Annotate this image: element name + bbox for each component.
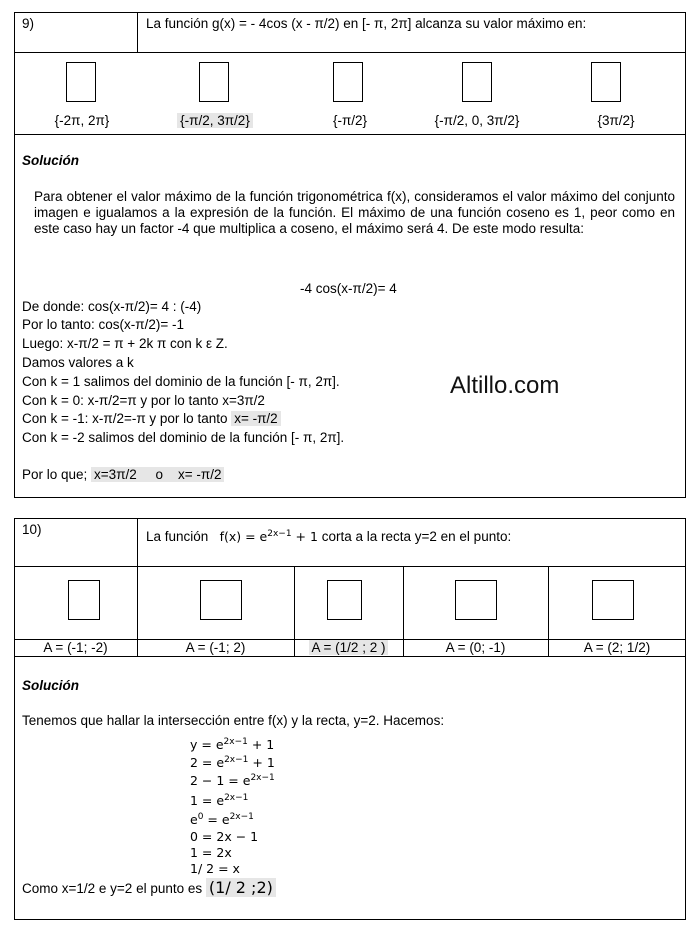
q9-line-3: Luego: x-π/2 = π + 2k π con k ε Z. (22, 336, 228, 351)
q10-option-3-checkbox[interactable] (327, 580, 362, 620)
q9-option-4-label: {-π/2, 0, 3π/2} (434, 113, 520, 128)
q10-question-prefix: La función (146, 529, 209, 544)
q9-line-2: Por lo tanto: cos(x-π/2)= -1 (22, 317, 184, 332)
q10-step-4 (190, 793, 248, 809)
q9-line-7-text: Con k = -1: x-π/2=-π y por lo tanto (22, 411, 232, 426)
q9-question: La función g(x) = - 4cos (x - π/2) en [- π, 2π] alcanza su valor máximo en: (146, 16, 587, 31)
q10-step-5-exp: 0 (197, 812, 204, 822)
q9-solution-intro: Para obtener el valor máximo de la función trigonométrica f(x), consideramos el valor máximo del conjunto imagen e igualamos a la expresión de la función. El máximo de una función coseno es 1, peor como en este caso hay un factor -4 que multiplica a coseno, el máximo será 4. De este modo resulta: (34, 189, 675, 236)
q10-step-3-exp: 2x−1 (250, 773, 275, 783)
q10-options-bottom-line (14, 656, 686, 657)
q9-line-1: De donde: cos(x-π/2)= 4 : (-4) (22, 299, 202, 314)
q10-step-4-base: 1 = e (190, 793, 225, 808)
q10-step-2-exp: 2x−1 (224, 755, 249, 765)
q10-option-2-label: A = (-1; 2) (185, 640, 246, 655)
q10-step-2-tail: + 1 (248, 755, 275, 770)
q9-option-5-checkbox[interactable] (591, 62, 621, 102)
q10-conclusion-text: Como x=1/2 e y=2 el punto es (22, 881, 203, 896)
q10-step-1-tail: + 1 (247, 737, 275, 752)
q9-header-divider (137, 12, 138, 52)
q10-header-bottom-line (14, 566, 686, 567)
q10-step-6: 0 = 2x − 1 (190, 829, 259, 844)
q9-option-5-label: {3π/2} (597, 113, 635, 128)
q9-option-3-label: {-π/2} (332, 113, 368, 128)
q10-option-2-checkbox[interactable] (200, 580, 242, 620)
q10-option-3-label (294, 640, 403, 656)
q10-function-lhs: f(x) = e (219, 529, 268, 544)
q10-header-divider (137, 518, 138, 566)
q9-line-4: Damos valores a k (22, 355, 134, 370)
q10-conclusion-answer: (1/ 2 ;2) (206, 878, 276, 897)
q9-option-1-checkbox[interactable] (66, 62, 96, 102)
q10-step-3 (190, 773, 275, 789)
q9-option-3-checkbox[interactable] (333, 62, 363, 102)
q10-step-1 (190, 737, 274, 753)
q10-step-1-exp: 2x−1 (223, 737, 248, 747)
q9-equation: -4 cos(x-π/2)= 4 (300, 281, 397, 296)
q9-option-1-label: {-2π, 2π} (54, 113, 110, 128)
q10-step-2-base: 2 = e (190, 755, 225, 770)
q10-question-suffix: corta a la recta y=2 en el punto: (321, 529, 512, 544)
q10-step-2 (190, 755, 275, 771)
q9-line-5: Con k = 1 salimos del dominio de la función [- π, 2π]. (22, 374, 340, 389)
q9-line-8: Con k = -2 salimos del dominio de la función [- π, 2π]. (22, 430, 345, 445)
q10-solution-title: Solución (22, 678, 79, 693)
q10-question (146, 529, 511, 545)
q10-correct-highlight: A = (1/2 ; 2 ) (309, 640, 389, 655)
q9-option-4-checkbox[interactable] (462, 62, 492, 102)
q10-option-5-label: A = (2; 1/2) (583, 640, 651, 655)
q10-conclusion (22, 880, 276, 897)
q10-step-5 (190, 812, 254, 828)
q9-line-7 (22, 411, 281, 427)
q9-line-6: Con k = 0: x-π/2=π y por lo tanto x=3π/2 (22, 393, 265, 408)
q9-line-7-result: x= -π/2 (231, 411, 280, 426)
q9-correct-highlight: {-π/2, 3π/2} (177, 113, 253, 128)
q10-function-rhs: + 1 (291, 529, 318, 544)
q9-conclusion-answer: x=3π/2 o x= -π/2 (91, 467, 224, 482)
q10-option-1-label: A = (-1; -2) (43, 640, 108, 655)
q10-function-exponent: 2x−1 (267, 529, 292, 539)
q10-number: 10) (22, 522, 42, 537)
q10-function-formula (220, 529, 318, 544)
q9-solution-title: Solución (22, 153, 79, 168)
q10-step-5-base: e (190, 812, 198, 827)
q9-header-bottom-line (14, 52, 686, 53)
q9-conclusion (22, 467, 224, 483)
q10-step-5-tail: = e (203, 812, 230, 827)
q10-step-4-exp: 2x−1 (224, 793, 249, 803)
q10-option-5-checkbox[interactable] (592, 580, 634, 620)
q9-option-2-checkbox[interactable] (199, 62, 229, 102)
q10-step-5-exp2: 2x−1 (229, 812, 254, 822)
q10-option-4-label: A = (0; -1) (445, 640, 506, 655)
q9-option-2-label (150, 113, 280, 129)
q10-option-1-checkbox[interactable] (68, 580, 100, 620)
q10-step-8: 1/ 2 = x (190, 861, 240, 876)
q10-step-7: 1 = 2x (190, 845, 232, 860)
q10-step-1-base: y = e (190, 737, 224, 752)
q9-options-bottom-line (14, 134, 686, 135)
q9-conclusion-text: Por lo que; (22, 467, 92, 482)
q10-solution-intro: Tenemos que hallar la intersección entre f(x) y la recta, y=2. Hacemos: (22, 713, 445, 728)
q10-step-3-base: 2 − 1 = e (190, 773, 251, 788)
q10-option-4-checkbox[interactable] (455, 580, 497, 620)
q9-number: 9) (22, 16, 35, 31)
watermark-altillo: Altillo.com (450, 372, 560, 399)
